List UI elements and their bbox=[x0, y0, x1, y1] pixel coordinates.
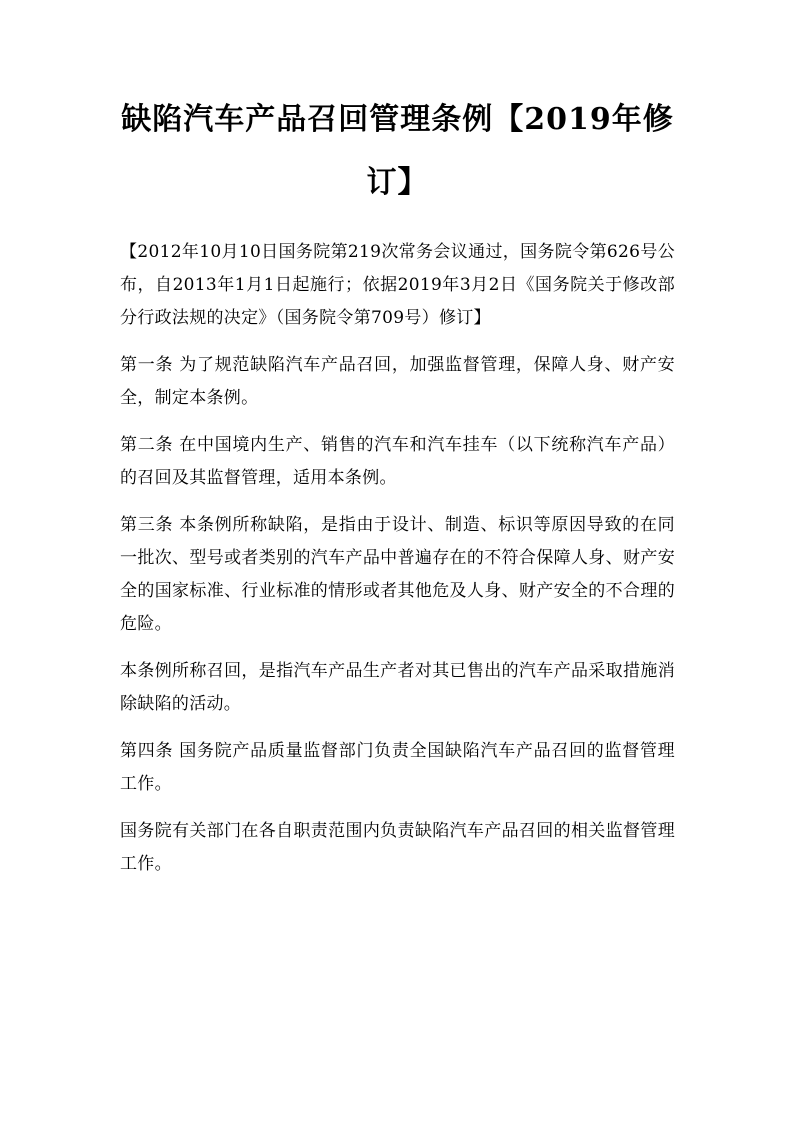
article-2: 第二条 在中国境内生产、销售的汽车和汽车挂车（以下统称汽车产品）的召回及其监督管理，适用本条例。 bbox=[120, 435, 675, 488]
article-4-departments: 国务院有关部门在各自职责范围内负责缺陷汽车产品召回的相关监督管理工作。 bbox=[120, 821, 675, 874]
document-preamble: 【2012年10月10日国务院第219次常务会议通过，国务院令第626号公布，自2013年1月1日起施行；依据2019年3月2日《国务院关于修改部分行政法规的决定》（国务院令第709号）修订】 bbox=[120, 242, 675, 328]
article-3-recall-definition: 本条例所称召回，是指汽车产品生产者对其已售出的汽车产品采取措施消除缺陷的活动。 bbox=[120, 661, 675, 714]
article-4: 第四条 国务院产品质量监督部门负责全国缺陷汽车产品召回的监督管理工作。 bbox=[120, 741, 675, 794]
article-3: 第三条 本条例所称缺陷，是指由于设计、制造、标识等原因导致的在同一批次、型号或者类别的汽车产品中普遍存在的不符合保障人身、财产安全的国家标准、行业标准的情形或者其他危及人身、财产安全的不合理的危险。 bbox=[120, 515, 675, 634]
document-title: 缺陷汽车产品召回管理条例【2019年修订】 bbox=[121, 102, 674, 200]
article-1: 第一条 为了规范缺陷汽车产品召回，加强监督管理，保障人身、财产安全，制定本条例。 bbox=[120, 355, 675, 408]
document-page bbox=[120, 88, 675, 895]
